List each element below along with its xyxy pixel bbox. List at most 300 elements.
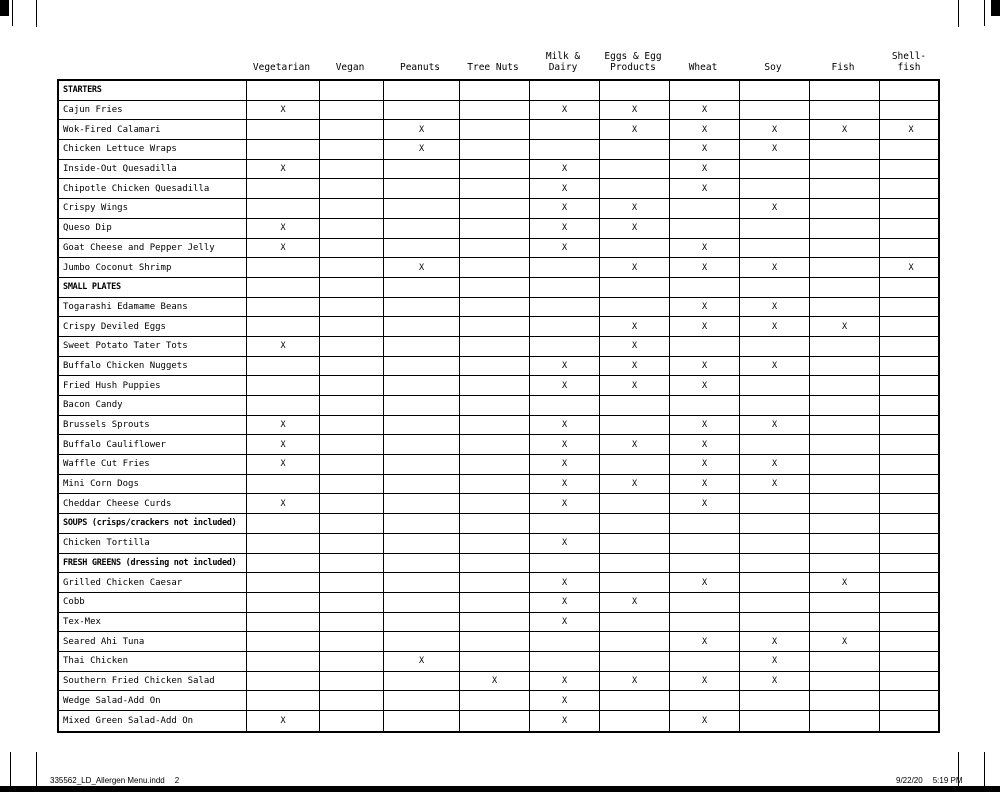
allergen-mark-cell	[740, 219, 810, 238]
section-row	[59, 554, 938, 574]
allergen-mark-cell	[460, 632, 530, 651]
table-row	[59, 494, 938, 514]
allergen-mark-cell	[880, 357, 942, 376]
allergen-mark-cell: X	[530, 199, 600, 218]
allergen-mark-cell	[460, 239, 530, 258]
allergen-mark-cell	[880, 160, 942, 179]
table-row	[59, 672, 938, 692]
allergen-mark-cell	[880, 475, 942, 494]
allergen-mark-cell: X	[247, 494, 320, 513]
allergen-mark-cell	[530, 120, 600, 139]
allergen-mark-cell	[530, 258, 600, 277]
allergen-mark-cell	[247, 278, 320, 297]
allergen-mark-cell	[320, 120, 384, 139]
allergen-mark-cell: X	[247, 337, 320, 356]
allergen-mark-cell: X	[670, 298, 740, 317]
allergen-mark-cell: X	[740, 652, 810, 671]
allergen-mark-cell: X	[670, 573, 740, 592]
allergen-mark-cell	[384, 317, 460, 336]
allergen-mark-cell	[460, 573, 530, 592]
allergen-mark-cell	[460, 376, 530, 395]
allergen-mark-cell	[600, 298, 670, 317]
allergen-mark-cell: X	[460, 672, 530, 691]
allergen-mark-cell	[880, 573, 942, 592]
allergen-mark-cell	[600, 416, 670, 435]
item-label: Chicken Lettuce Wraps	[59, 140, 247, 159]
allergen-mark-cell	[460, 140, 530, 159]
allergen-mark-cell: X	[670, 120, 740, 139]
allergen-mark-cell	[384, 396, 460, 415]
allergen-mark-cell	[810, 494, 880, 513]
allergen-mark-cell: X	[530, 534, 600, 553]
item-label: Buffalo Cauliflower	[59, 435, 247, 454]
table-row	[59, 691, 938, 711]
allergen-mark-cell: X	[670, 711, 740, 731]
allergen-mark-cell	[600, 396, 670, 415]
allergen-mark-cell	[670, 278, 740, 297]
allergen-mark-cell	[247, 554, 320, 573]
allergen-mark-cell	[880, 239, 942, 258]
crop-mark	[12, 0, 13, 26]
item-label: Crispy Wings	[59, 199, 247, 218]
allergen-mark-cell: X	[810, 573, 880, 592]
allergen-mark-cell	[670, 652, 740, 671]
allergen-mark-cell	[320, 691, 384, 710]
allergen-mark-cell	[460, 120, 530, 139]
allergen-mark-cell	[600, 179, 670, 198]
allergen-mark-cell: X	[530, 672, 600, 691]
allergen-mark-cell: X	[670, 179, 740, 198]
allergen-mark-cell: X	[670, 376, 740, 395]
allergen-mark-cell	[320, 435, 384, 454]
item-label: Chicken Tortilla	[59, 534, 247, 553]
allergen-mark-cell	[670, 199, 740, 218]
allergen-mark-cell: X	[740, 298, 810, 317]
table-row	[59, 179, 938, 199]
crop-mark	[36, 0, 37, 27]
allergen-mark-cell: X	[740, 199, 810, 218]
allergen-mark-cell	[320, 554, 384, 573]
allergen-mark-cell: X	[670, 317, 740, 336]
allergen-mark-cell	[740, 691, 810, 710]
allergen-mark-cell: X	[247, 435, 320, 454]
column-header: Eggs & Egg Products	[604, 51, 662, 73]
allergen-mark-cell: X	[530, 179, 600, 198]
allergen-mark-cell	[320, 593, 384, 612]
ink-bar	[0, 786, 1000, 792]
allergen-mark-cell	[320, 534, 384, 553]
item-label: Crispy Deviled Eggs	[59, 317, 247, 336]
column-header: Milk & Dairy	[545, 51, 581, 73]
slug-time: 5:19 PM	[932, 776, 963, 785]
allergen-mark-cell	[810, 711, 880, 731]
allergen-mark-cell	[384, 534, 460, 553]
table-row	[59, 239, 938, 259]
allergen-mark-cell: X	[810, 120, 880, 139]
allergen-mark-cell	[384, 160, 460, 179]
allergen-mark-cell	[670, 613, 740, 632]
allergen-mark-cell	[384, 632, 460, 651]
allergen-mark-cell	[600, 652, 670, 671]
allergen-mark-cell	[384, 691, 460, 710]
allergen-mark-cell: X	[530, 435, 600, 454]
allergen-mark-cell	[460, 357, 530, 376]
allergen-mark-cell	[880, 298, 942, 317]
allergen-mark-cell	[600, 140, 670, 159]
allergen-mark-cell	[880, 179, 942, 198]
table-row	[59, 613, 938, 633]
allergen-mark-cell	[384, 435, 460, 454]
item-label: Bacon Candy	[59, 396, 247, 415]
allergen-mark-cell: X	[740, 632, 810, 651]
item-label: Fried Hush Puppies	[59, 376, 247, 395]
section-row	[59, 81, 938, 101]
allergen-mark-cell	[460, 435, 530, 454]
allergen-mark-cell	[880, 455, 942, 474]
allergen-mark-cell	[384, 199, 460, 218]
allergen-mark-cell	[600, 534, 670, 553]
crop-mark	[10, 752, 11, 786]
allergen-mark-cell	[530, 140, 600, 159]
allergen-mark-cell	[530, 337, 600, 356]
allergen-mark-cell	[810, 396, 880, 415]
table-row	[59, 120, 938, 140]
allergen-mark-cell: X	[530, 475, 600, 494]
allergen-mark-cell	[810, 455, 880, 474]
allergen-mark-cell: X	[247, 160, 320, 179]
allergen-table	[57, 44, 940, 733]
table-row	[59, 632, 938, 652]
item-label: Thai Chicken	[59, 652, 247, 671]
table-row	[59, 534, 938, 554]
allergen-mark-cell	[880, 632, 942, 651]
allergen-mark-cell	[810, 298, 880, 317]
section-label: SOUPS (crisps/crackers not included)	[59, 514, 247, 533]
allergen-mark-cell	[740, 337, 810, 356]
allergen-mark-cell: X	[247, 416, 320, 435]
allergen-mark-cell: X	[740, 258, 810, 277]
allergen-mark-cell: X	[740, 317, 810, 336]
crop-mark	[984, 752, 985, 786]
table-row	[59, 140, 938, 160]
allergen-mark-cell	[320, 652, 384, 671]
allergen-mark-cell	[530, 652, 600, 671]
allergen-mark-cell	[810, 278, 880, 297]
allergen-mark-cell	[247, 514, 320, 533]
allergen-mark-cell	[247, 632, 320, 651]
allergen-mark-cell: X	[740, 672, 810, 691]
table-row	[59, 199, 938, 219]
crop-mark	[0, 0, 9, 16]
column-header: Tree Nuts	[467, 61, 519, 73]
column-header: Vegan	[335, 61, 365, 73]
allergen-mark-cell	[880, 435, 942, 454]
allergen-mark-cell	[880, 278, 942, 297]
item-label: Buffalo Chicken Nuggets	[59, 357, 247, 376]
allergen-mark-cell	[880, 317, 942, 336]
allergen-mark-cell	[670, 691, 740, 710]
allergen-mark-cell	[320, 573, 384, 592]
allergen-mark-cell	[600, 514, 670, 533]
allergen-mark-cell	[810, 179, 880, 198]
allergen-mark-cell	[247, 672, 320, 691]
allergen-mark-cell: X	[530, 239, 600, 258]
allergen-mark-cell	[384, 554, 460, 573]
allergen-mark-cell	[384, 298, 460, 317]
allergen-mark-cell	[810, 514, 880, 533]
allergen-mark-cell: X	[247, 711, 320, 731]
slug-timestamp	[896, 776, 963, 785]
section-row	[59, 514, 938, 534]
section-label: STARTERS	[59, 81, 247, 100]
allergen-mark-cell	[740, 101, 810, 120]
table-row	[59, 652, 938, 672]
allergen-mark-cell	[460, 179, 530, 198]
allergen-mark-cell	[880, 494, 942, 513]
item-label: Tex-Mex	[59, 613, 247, 632]
allergen-mark-cell: X	[530, 593, 600, 612]
allergen-mark-cell	[247, 652, 320, 671]
allergen-mark-cell	[600, 573, 670, 592]
table-row	[59, 258, 938, 278]
allergen-mark-cell	[880, 672, 942, 691]
allergen-mark-cell	[384, 219, 460, 238]
allergen-mark-cell	[460, 534, 530, 553]
allergen-mark-cell	[460, 554, 530, 573]
allergen-mark-cell	[740, 593, 810, 612]
allergen-mark-cell	[600, 81, 670, 100]
allergen-mark-cell: X	[600, 120, 670, 139]
allergen-mark-cell: X	[600, 376, 670, 395]
item-label: Brussels Sprouts	[59, 416, 247, 435]
allergen-mark-cell	[247, 140, 320, 159]
slug-page-number: 2	[174, 776, 180, 785]
allergen-mark-cell	[320, 396, 384, 415]
allergen-mark-cell	[320, 278, 384, 297]
allergen-mark-cell: X	[670, 357, 740, 376]
allergen-mark-cell	[320, 711, 384, 731]
allergen-mark-cell	[880, 376, 942, 395]
allergen-mark-cell: X	[600, 258, 670, 277]
allergen-mark-cell: X	[740, 357, 810, 376]
allergen-mark-cell	[460, 475, 530, 494]
allergen-mark-cell	[247, 691, 320, 710]
allergen-mark-cell	[530, 632, 600, 651]
allergen-mark-cell	[810, 337, 880, 356]
allergen-mark-cell: X	[600, 219, 670, 238]
allergen-mark-cell: X	[247, 239, 320, 258]
allergen-mark-cell	[740, 435, 810, 454]
allergen-mark-cell	[600, 613, 670, 632]
allergen-mark-cell	[384, 494, 460, 513]
allergen-mark-cell	[460, 160, 530, 179]
item-label: Jumbo Coconut Shrimp	[59, 258, 247, 277]
allergen-mark-cell	[740, 396, 810, 415]
allergen-mark-cell: X	[908, 124, 914, 135]
table-row	[59, 711, 938, 731]
allergen-mark-cell: X	[670, 475, 740, 494]
allergen-mark-cell	[384, 239, 460, 258]
item-label: Mixed Green Salad-Add On	[59, 711, 247, 731]
allergen-mark-cell	[384, 278, 460, 297]
allergen-mark-cell: X	[670, 672, 740, 691]
allergen-mark-cell	[320, 357, 384, 376]
allergen-mark-cell: X	[600, 357, 670, 376]
allergen-mark-cell	[670, 554, 740, 573]
allergen-mark-cell	[810, 652, 880, 671]
allergen-mark-cell	[384, 101, 460, 120]
allergen-mark-cell: X	[530, 101, 600, 120]
allergen-mark-cell	[530, 278, 600, 297]
allergen-mark-cell: X	[384, 120, 460, 139]
allergen-mark-cell	[460, 337, 530, 356]
allergen-mark-cell	[460, 652, 530, 671]
allergen-mark-cell	[810, 435, 880, 454]
allergen-mark-cell	[810, 199, 880, 218]
allergen-mark-cell	[810, 672, 880, 691]
allergen-mark-cell	[740, 494, 810, 513]
table-row	[59, 337, 938, 357]
allergen-mark-cell	[740, 573, 810, 592]
allergen-mark-cell	[460, 81, 530, 100]
item-label: Mini Corn Dogs	[59, 475, 247, 494]
allergen-mark-cell	[460, 298, 530, 317]
slug-filename-text: 335562_LD_Allergen Menu.indd	[50, 776, 165, 785]
item-label: Chipotle Chicken Quesadilla	[59, 179, 247, 198]
item-label: Cajun Fries	[59, 101, 247, 120]
allergen-mark-cell: X	[740, 140, 810, 159]
allergen-mark-cell	[247, 613, 320, 632]
allergen-mark-cell: X	[530, 219, 600, 238]
allergen-mark-cell: X	[530, 613, 600, 632]
allergen-mark-cell	[880, 514, 942, 533]
allergen-mark-cell	[810, 160, 880, 179]
table-row	[59, 396, 938, 416]
allergen-mark-cell	[880, 652, 942, 671]
table-row	[59, 416, 938, 436]
allergen-mark-cell: X	[600, 435, 670, 454]
item-label: Goat Cheese and Pepper Jelly	[59, 239, 247, 258]
allergen-mark-cell	[670, 81, 740, 100]
allergen-mark-cell	[670, 534, 740, 553]
allergen-mark-cell: X	[810, 317, 880, 336]
column-header-row	[57, 44, 940, 79]
allergen-mark-cell	[320, 239, 384, 258]
allergen-mark-cell: X	[908, 262, 914, 273]
item-label: Seared Ahi Tuna	[59, 632, 247, 651]
allergen-mark-cell	[247, 317, 320, 336]
table-row	[59, 317, 938, 337]
allergen-mark-cell	[320, 199, 384, 218]
allergen-mark-cell	[880, 101, 942, 120]
allergen-mark-cell	[810, 81, 880, 100]
allergen-mark-cell	[880, 219, 942, 238]
allergen-mark-cell	[530, 554, 600, 573]
allergen-mark-cell	[740, 160, 810, 179]
column-header: Shell- fish	[891, 51, 927, 73]
allergen-mark-cell	[600, 455, 670, 474]
allergen-mark-cell	[810, 534, 880, 553]
allergen-mark-cell: X	[530, 416, 600, 435]
allergen-mark-cell	[740, 534, 810, 553]
allergen-mark-cell	[460, 396, 530, 415]
allergen-mark-cell	[810, 593, 880, 612]
allergen-mark-cell	[530, 317, 600, 336]
allergen-mark-cell	[247, 298, 320, 317]
allergen-mark-cell	[384, 81, 460, 100]
item-label: Togarashi Edamame Beans	[59, 298, 247, 317]
allergen-mark-cell	[810, 475, 880, 494]
allergen-mark-cell	[320, 179, 384, 198]
allergen-mark-cell	[320, 475, 384, 494]
allergen-mark-cell	[460, 416, 530, 435]
item-label: Waffle Cut Fries	[59, 455, 247, 474]
allergen-mark-cell	[600, 239, 670, 258]
allergen-mark-cell	[320, 317, 384, 336]
allergen-mark-cell	[460, 593, 530, 612]
allergen-mark-cell	[880, 396, 942, 415]
allergen-mark-cell	[320, 258, 384, 277]
allergen-mark-cell	[810, 691, 880, 710]
allergen-mark-cell	[670, 514, 740, 533]
allergen-mark-cell	[247, 81, 320, 100]
item-label: Grilled Chicken Caesar	[59, 573, 247, 592]
allergen-mark-cell	[384, 593, 460, 612]
allergen-mark-cell	[600, 554, 670, 573]
allergen-mark-cell	[460, 219, 530, 238]
allergen-mark-cell	[384, 711, 460, 731]
allergen-mark-cell	[247, 120, 320, 139]
allergen-mark-cell	[320, 101, 384, 120]
allergen-mark-cell	[247, 534, 320, 553]
allergen-mark-cell	[460, 711, 530, 731]
table-row	[59, 298, 938, 318]
allergen-mark-cell	[460, 613, 530, 632]
allergen-mark-cell	[600, 278, 670, 297]
item-label: Cheddar Cheese Curds	[59, 494, 247, 513]
allergen-mark-cell	[460, 199, 530, 218]
allergen-mark-cell	[880, 711, 942, 731]
allergen-mark-cell	[320, 376, 384, 395]
allergen-mark-cell: X	[670, 239, 740, 258]
allergen-mark-cell	[460, 278, 530, 297]
allergen-mark-cell: X	[384, 140, 460, 159]
column-header: Peanuts	[399, 61, 441, 73]
allergen-mark-cell: X	[670, 494, 740, 513]
allergen-mark-cell	[320, 455, 384, 474]
section-row	[59, 278, 938, 298]
allergen-mark-cell	[740, 514, 810, 533]
table-row	[59, 455, 938, 475]
allergen-mark-cell	[247, 258, 320, 277]
allergen-mark-cell	[600, 711, 670, 731]
allergen-mark-cell	[810, 239, 880, 258]
table-row	[59, 160, 938, 180]
allergen-mark-cell: X	[530, 376, 600, 395]
allergen-mark-cell	[600, 691, 670, 710]
table-row	[59, 357, 938, 377]
allergen-mark-cell	[320, 494, 384, 513]
column-header: Vegetarian	[252, 61, 311, 73]
allergen-mark-cell	[530, 81, 600, 100]
allergen-mark-cell	[247, 179, 320, 198]
allergen-mark-cell	[740, 613, 810, 632]
allergen-mark-cell: X	[600, 337, 670, 356]
allergen-mark-cell	[530, 298, 600, 317]
allergen-mark-cell	[384, 613, 460, 632]
table-row	[59, 593, 938, 613]
allergen-mark-cell	[810, 101, 880, 120]
